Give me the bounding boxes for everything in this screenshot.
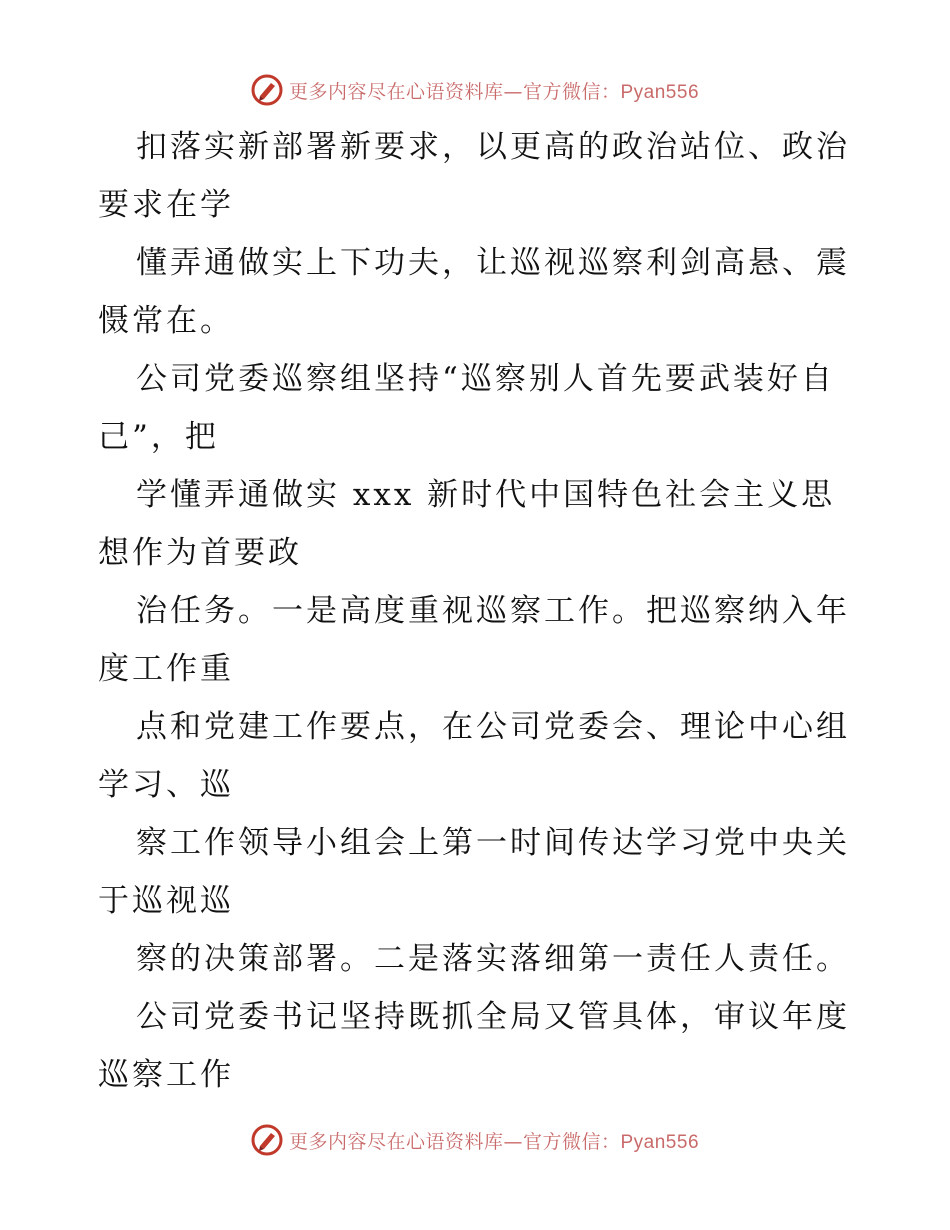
watermark-text xyxy=(289,77,699,104)
watermark-text xyxy=(289,1127,699,1154)
header-watermark xyxy=(0,73,950,107)
paragraph: 察工作领导小组会上第一时间传达学习党中央关于巡视巡 xyxy=(98,825,850,919)
paragraph: 察的决策部署。二是落实落细第一责任人责任。 xyxy=(136,941,850,977)
document-body xyxy=(98,118,858,1104)
paragraph: 公司党委巡察组坚持“巡察别人首先要武装好自己”，把 xyxy=(98,361,835,455)
pen-logo-icon xyxy=(251,1124,283,1156)
pen-logo-icon xyxy=(251,74,283,106)
paragraph: 点和党建工作要点，在公司党委会、理论中心组学习、巡 xyxy=(98,709,850,803)
paragraph: 懂弄通做实上下功夫，让巡视巡察利剑高悬、震慑常在。 xyxy=(98,245,850,339)
watermark-text-cn: 更多内容尽在心语资料库—官方微信： xyxy=(288,1130,621,1153)
paragraph: 公司党委书记坚持既抓全局又管具体，审议年度巡察工作 xyxy=(98,999,850,1093)
paragraph: 治任务。一是高度重视巡察工作。把巡察纳入年度工作重 xyxy=(98,593,850,687)
watermark-wechat-id: Pyan556 xyxy=(620,1131,700,1153)
paragraph: 扣落实新部署新要求，以更高的政治站位、政治要求在学 xyxy=(98,129,850,223)
watermark-text-cn: 更多内容尽在心语资料库—官方微信： xyxy=(288,80,621,103)
footer-watermark xyxy=(0,1123,950,1157)
paragraph: 学懂弄通做实 xxx 新时代中国特色社会主义思想作为首要政 xyxy=(98,477,836,571)
watermark-wechat-id: Pyan556 xyxy=(620,81,700,103)
